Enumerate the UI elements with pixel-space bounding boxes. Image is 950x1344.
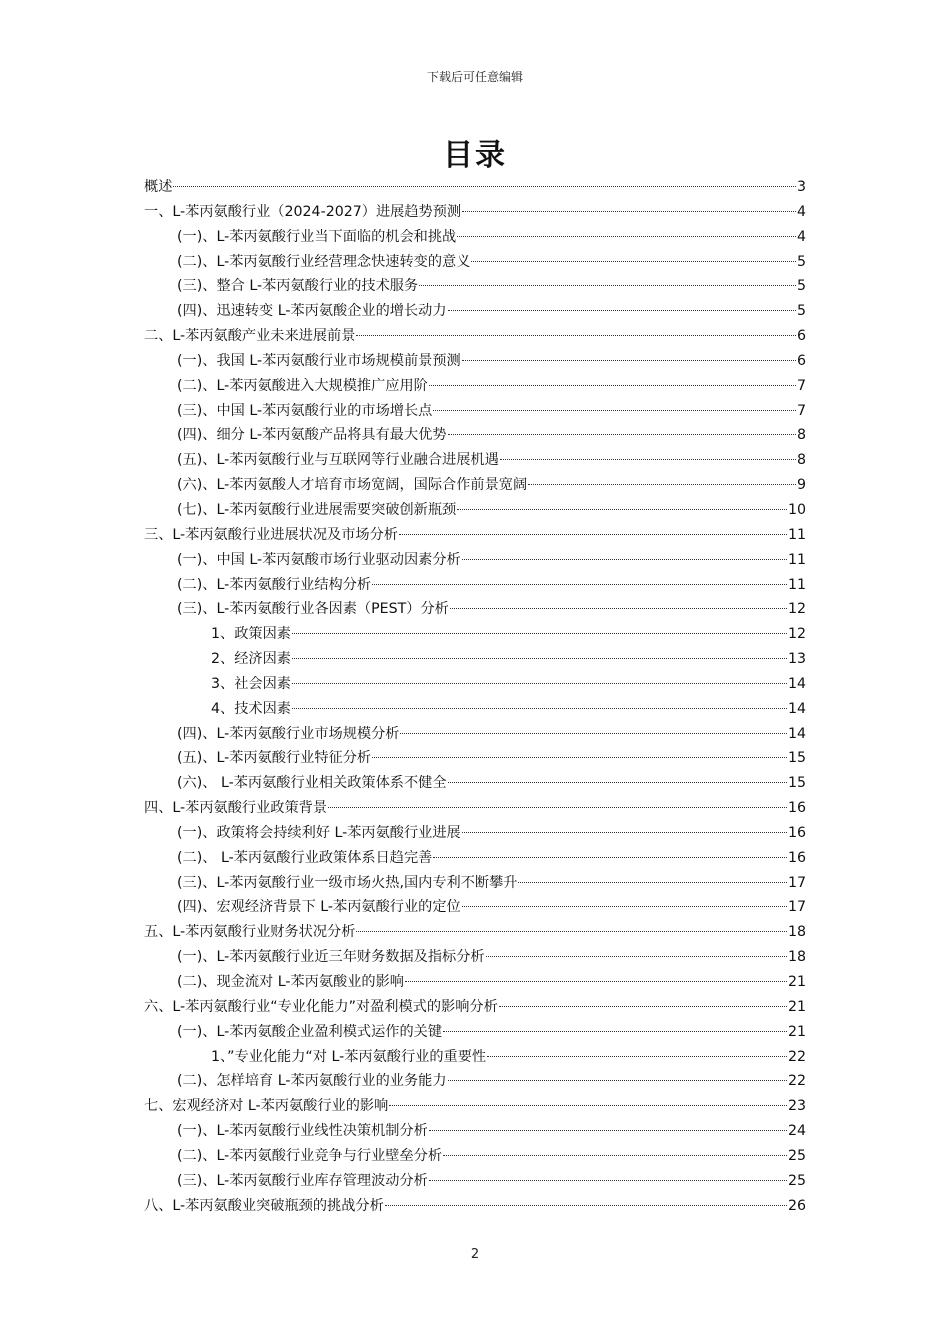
toc-entry-title: (一)、中国 L-苯丙氨酸市场行业驱动因素分析 (177, 551, 461, 568)
toc-entry[interactable] (144, 970, 806, 995)
toc-entry-page: 16 (787, 800, 806, 817)
toc-entry-title: 四、L-苯丙氨酸行业政策背景 (144, 800, 328, 817)
toc-entry-page: 23 (787, 1098, 806, 1115)
toc-dot-leader (328, 807, 787, 808)
toc-entry-title: (二)、L-苯丙氨酸行业竞争与行业壁垒分析 (177, 1147, 443, 1164)
toc-entry[interactable] (144, 672, 806, 697)
toc-dot-leader (385, 1205, 787, 1206)
toc-entry-title: (二)、L-苯丙氨酸行业结构分析 (177, 576, 372, 593)
toc-dot-leader (173, 186, 796, 187)
header-note: 下载后可任意编辑 (426, 70, 523, 84)
toc-entry[interactable] (144, 771, 806, 796)
toc-entry[interactable] (144, 945, 806, 970)
toc-dot-leader (462, 906, 787, 907)
toc-entry[interactable] (144, 250, 806, 275)
toc-entry-page: 25 (787, 1147, 806, 1164)
toc-entry[interactable] (144, 200, 806, 225)
toc-entry[interactable] (144, 324, 806, 349)
toc-dot-leader (429, 1130, 787, 1131)
toc-dot-leader (518, 882, 786, 883)
toc-entry[interactable] (144, 821, 806, 846)
toc-dot-leader (448, 310, 796, 311)
toc-entry[interactable] (144, 225, 806, 250)
toc-dot-leader (292, 633, 787, 634)
toc-entry-page: 7 (796, 402, 806, 419)
toc-entry-page: 5 (796, 253, 806, 270)
toc-entry-title: (五)、L-苯丙氨酸行业特征分析 (177, 750, 372, 767)
toc-entry-title: (三)、L-苯丙氨酸行业库存管理波动分析 (177, 1172, 428, 1189)
toc-entry-page: 14 (787, 675, 806, 692)
toc-entry-page: 8 (796, 427, 806, 444)
toc-entry[interactable] (144, 1119, 806, 1144)
toc-dot-leader (448, 782, 787, 783)
toc-dot-leader (462, 559, 787, 560)
toc-entry-title: 3、社会因素 (211, 675, 291, 692)
toc-entry[interactable] (144, 697, 806, 722)
toc-dot-leader (292, 683, 787, 684)
toc-entry-title: (三)、L-苯丙氨酸行业各因素（PEST）分析 (177, 601, 449, 618)
toc-entry-page: 18 (787, 949, 806, 966)
toc-dot-leader (471, 261, 796, 262)
toc-entry-page: 12 (787, 626, 806, 643)
toc-dot-leader (448, 434, 796, 435)
toc-entry[interactable] (144, 871, 806, 896)
toc-entry-title: 概述 (144, 179, 173, 195)
toc-entry-title: (三)、中国 L-苯丙氨酸行业的市场增长点 (177, 402, 433, 419)
toc-entry-page: 5 (796, 303, 806, 320)
toc-entry-title: (四)、迅速转变 L-苯丙氨酸企业的增长动力 (177, 303, 447, 320)
toc-entry-title: (四)、L-苯丙氨酸行业市场规模分析 (177, 725, 400, 742)
toc-entry[interactable] (144, 895, 806, 920)
toc-entry-title: (一)、L-苯丙氨酸企业盈利模式运作的关键 (177, 1023, 443, 1040)
toc-entry[interactable] (144, 498, 806, 523)
toc-entry-title: (七)、L-苯丙氨酸行业进展需要突破创新瓶颈 (177, 501, 457, 518)
toc-entry-title: (四)、细分 L-苯丙氨酸产品将具有最大优势 (177, 427, 447, 444)
toc-entry-title: (三)、L-苯丙氨酸行业一级市场火热,国内专利不断攀升 (177, 874, 518, 891)
toc-entry[interactable] (144, 622, 806, 647)
toc-entry-page: 21 (787, 1023, 806, 1040)
toc-entry[interactable] (144, 473, 806, 498)
toc-entry[interactable] (144, 1169, 806, 1194)
toc-dot-leader (433, 857, 787, 858)
toc-entry[interactable] (144, 647, 806, 672)
toc-entry-page: 21 (787, 998, 806, 1015)
toc-dot-leader (462, 360, 796, 361)
toc-entry-page: 4 (796, 203, 806, 220)
toc-dot-leader (399, 534, 787, 535)
toc-entry[interactable] (144, 175, 806, 200)
toc-entry-title: 2、经济因素 (211, 651, 291, 668)
toc-entry-page: 18 (787, 924, 806, 941)
toc-entry[interactable] (144, 1094, 806, 1119)
toc-dot-leader (356, 335, 796, 336)
toc-entry-title: (一)、L-苯丙氨酸行业当下面临的机会和挑战 (177, 228, 457, 245)
toc-entry-title: (四)、宏观经济背景下 L-苯丙氨酸行业的定位 (177, 899, 461, 916)
toc-entry[interactable] (144, 995, 806, 1020)
toc-entry-title: (三)、整合 L-苯丙氨酸行业的技术服务 (177, 278, 419, 295)
toc-dot-leader (499, 1006, 787, 1007)
toc-entry[interactable] (144, 1045, 806, 1070)
toc-entry-title: 1、政策因素 (211, 626, 291, 643)
toc-entry[interactable] (144, 796, 806, 821)
toc-entry-title: (五)、L-苯丙氨酸行业与互联网等行业融合进展机遇 (177, 452, 499, 469)
toc-entry[interactable] (144, 523, 806, 548)
toc-entry-page: 10 (787, 501, 806, 518)
toc-entry-page: 15 (787, 775, 806, 792)
toc-entry-page: 22 (787, 1048, 806, 1065)
toc-entry-title: 五、L-苯丙氨酸行业财务状况分析 (144, 924, 356, 941)
toc-entry[interactable] (144, 573, 806, 598)
toc-entry-page: 5 (796, 278, 806, 295)
toc-entry-title: (一)、L-苯丙氨酸行业线性决策机制分析 (177, 1123, 428, 1140)
toc-dot-leader (292, 708, 787, 709)
toc-entry-title: (二)、怎样培育 L-苯丙氨酸行业的业务能力 (177, 1073, 447, 1090)
toc-entry-title: (一)、政策将会持续利好 L-苯丙氨酸行业进展 (177, 824, 461, 841)
toc-entry-title: (二)、现金流对 L-苯丙氨酸业的影响 (177, 974, 404, 990)
toc-dot-leader (487, 1056, 787, 1057)
toc-dot-leader (372, 584, 787, 585)
toc-entry-page: 22 (787, 1073, 806, 1090)
toc-entry[interactable] (144, 399, 806, 424)
toc-dot-leader (462, 211, 796, 212)
toc-entry[interactable] (144, 1194, 806, 1219)
table-of-contents (144, 175, 806, 1218)
toc-entry[interactable] (144, 548, 806, 573)
toc-dot-leader (400, 733, 786, 734)
toc-dot-leader (433, 410, 796, 411)
toc-dot-leader (443, 1031, 787, 1032)
toc-dot-leader (292, 658, 787, 659)
toc-entry-title: (二)、L-苯丙氨酸进入大规模推广应用阶 (177, 377, 428, 394)
toc-dot-leader (457, 509, 787, 510)
toc-entry-page: 15 (787, 750, 806, 767)
toc-entry-page: 14 (787, 700, 806, 717)
toc-entry-page: 6 (796, 328, 806, 345)
toc-entry-title: (六)、L-苯丙氨酸人才培育市场宽阔，国际合作前景宽阔 (177, 477, 528, 494)
toc-entry[interactable] (144, 920, 806, 945)
toc-entry-page: 17 (787, 874, 806, 891)
toc-dot-leader (450, 608, 787, 609)
toc-entry-title: 六、L-苯丙氨酸行业“专业化能力”对盈利模式的影响分析 (144, 998, 498, 1015)
toc-entry-page: 13 (787, 651, 806, 668)
toc-entry-page: 11 (787, 576, 806, 593)
toc-entry[interactable] (144, 448, 806, 473)
toc-dot-leader (356, 931, 787, 932)
toc-entry-page: 25 (787, 1172, 806, 1189)
toc-entry[interactable] (144, 846, 806, 871)
toc-dot-leader (462, 832, 787, 833)
toc-entry[interactable] (144, 722, 806, 747)
toc-entry-page: 4 (796, 228, 806, 245)
toc-dot-leader (486, 956, 787, 957)
toc-entry[interactable] (144, 274, 806, 299)
toc-dot-leader (500, 459, 796, 460)
toc-entry-page: 26 (787, 1197, 806, 1214)
toc-dot-leader (372, 757, 787, 758)
toc-entry-title: (六)、 L-苯丙氨酸行业相关政策体系不健全 (177, 775, 447, 792)
toc-entry-title: (一)、我国 L-苯丙氨酸行业市场规模前景预测 (177, 352, 461, 369)
toc-entry[interactable] (144, 597, 806, 622)
toc-entry-title: 1、”专业化能力“对 L-苯丙氨酸行业的重要性 (211, 1048, 487, 1065)
toc-entry-page: 16 (787, 849, 806, 866)
toc-entry-page: 11 (787, 526, 806, 543)
toc-dot-leader (389, 1105, 787, 1106)
toc-entry-title: (二)、 L-苯丙氨酸行业政策体系日趋完善 (177, 849, 433, 866)
toc-entry-title: (一)、L-苯丙氨酸行业近三年财务数据及指标分析 (177, 949, 485, 966)
toc-dot-leader (429, 1180, 787, 1181)
toc-title: 目录 (443, 138, 507, 173)
toc-entry-title: 七、宏观经济对 L-苯丙氨酸行业的影响 (144, 1098, 389, 1115)
toc-entry-page: 21 (787, 974, 806, 990)
toc-entry[interactable] (144, 299, 806, 324)
toc-entry-title: 二、L-苯丙氨酸产业未来进展前景 (144, 328, 356, 345)
toc-entry[interactable] (144, 1144, 806, 1169)
toc-entry-page: 6 (796, 352, 806, 369)
toc-entry-page: 11 (787, 551, 806, 568)
toc-entry-page: 24 (787, 1123, 806, 1140)
toc-dot-leader (528, 484, 796, 485)
toc-entry[interactable] (144, 1020, 806, 1045)
toc-entry[interactable] (144, 1069, 806, 1094)
toc-entry-page: 3 (796, 179, 806, 195)
toc-entry-page: 17 (787, 899, 806, 916)
toc-dot-leader (443, 1155, 787, 1156)
toc-entry-page: 12 (787, 601, 806, 618)
toc-entry-page: 7 (796, 377, 806, 394)
toc-entry-page: 8 (796, 452, 806, 469)
toc-entry[interactable] (144, 746, 806, 771)
toc-dot-leader (457, 236, 796, 237)
toc-entry-title: 八、L-苯丙氨酸业突破瓶颈的挑战分析 (144, 1197, 384, 1214)
toc-entry[interactable] (144, 423, 806, 448)
toc-entry-page: 9 (796, 477, 806, 494)
page-number: 2 (470, 1247, 480, 1262)
toc-entry[interactable] (144, 374, 806, 399)
toc-dot-leader (405, 981, 787, 982)
toc-entry-title: 三、L-苯丙氨酸行业进展状况及市场分析 (144, 526, 398, 543)
toc-entry-title: 一、L-苯丙氨酸行业（2024-2027）进展趋势预测 (144, 203, 462, 220)
toc-entry-title: (二)、L-苯丙氨酸行业经营理念快速转变的意义 (177, 253, 471, 270)
toc-dot-leader (419, 285, 796, 286)
toc-dot-leader (448, 1080, 787, 1081)
toc-dot-leader (429, 385, 796, 386)
toc-entry-page: 14 (787, 725, 806, 742)
toc-entry-title: 4、技术因素 (211, 700, 291, 717)
toc-entry-page: 16 (787, 824, 806, 841)
toc-entry[interactable] (144, 349, 806, 374)
